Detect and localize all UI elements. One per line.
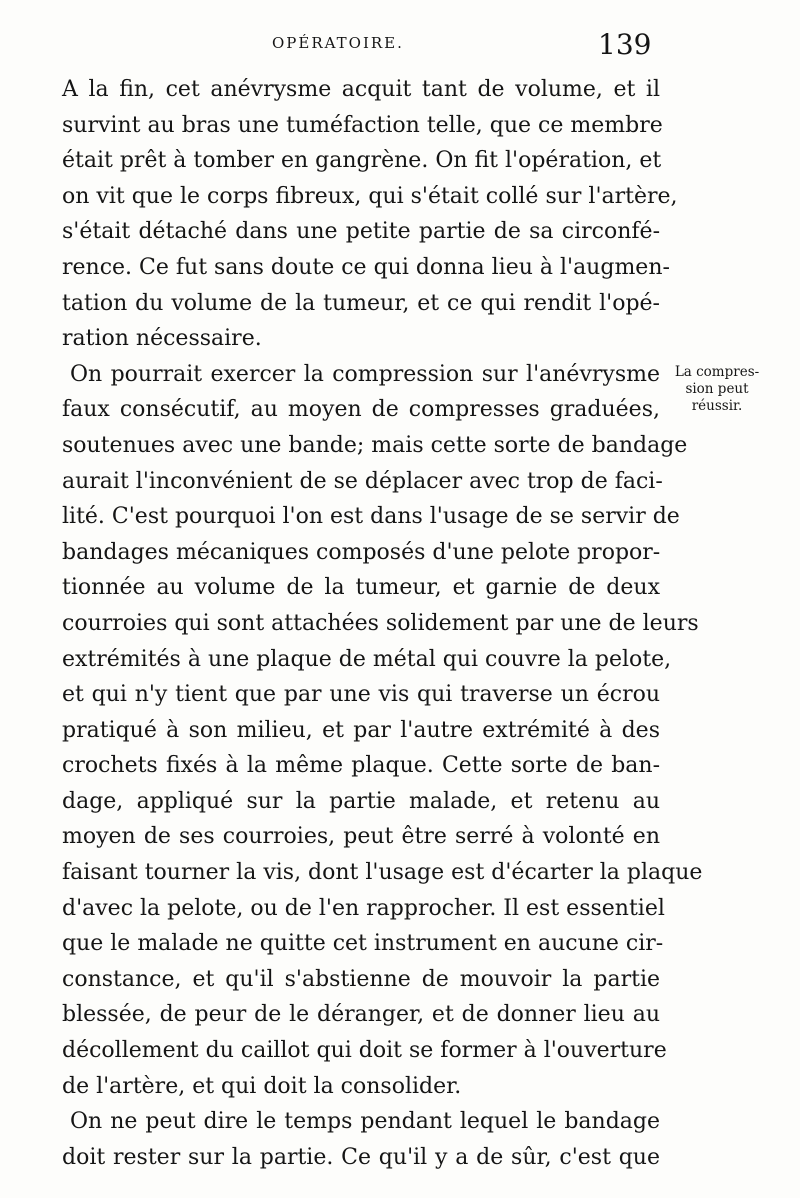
text-line: constance, et qu'il s'abstienne de mouvoir la partie [62,966,660,992]
text-line: blessée, de peur de le déranger, et de donner lieu au [62,1002,660,1028]
text-line: de l'artère, et qui doit la consolider. [62,1073,462,1099]
text-line: tation du volume de la tumeur, et ce qui rendit l'opé- [62,290,660,316]
text-line: d'avec la pelote, ou de l'en rapprocher. Il est essentiel [62,895,665,921]
text-line: et qui n'y tient que par une vis qui traverse un écrou [62,682,660,708]
margin-note-line: La compres- [674,364,760,380]
margin-note-line: réussir. [691,398,743,414]
text-line: dage, appliqué sur la partie malade, et retenu au [62,788,660,814]
text-line: pratiqué à son milieu, et par l'autre extrémité à des [62,717,660,743]
text-line: on vit que le corps fibreux, qui s'était collé sur l'artère, [62,183,678,209]
text-line: bandages mécaniques composés d'une pelote propor- [62,539,661,565]
text-line: rence. Ce fut sans doute ce qui donna lieu à l'augmen- [62,254,670,280]
margin-note [662,364,772,415]
text-line: lité. C'est pourquoi l'on est dans l'usage de se servir de [62,504,680,530]
page-number: 139 [598,28,652,61]
text-line: était prêt à tomber en gangrène. On fit l'opération, et [62,148,662,174]
text-line: décollement du caillot qui doit se former à l'ouverture [62,1038,667,1064]
text-line: extrémités à une plaque de métal qui couvre la pelote, [62,646,672,672]
text-line: crochets fixés à la même plaque. Cette sorte de ban- [62,753,660,779]
text-line: On ne peut dire le temps pendant lequel le bandage [70,1109,660,1135]
text-line: A la fin, cet anévrysme acquit tant de volume, et il [62,77,660,102]
text-line: survint au bras une tuméfaction telle, que ce membre [62,112,663,138]
text-line: soutenues avec une bande; mais cette sorte de bandage [62,432,688,458]
text-line: moyen de ses courroies, peut être serré à volonté en [62,824,660,850]
text-line: courroies qui sont attachées solidement par une de leurs [62,610,699,636]
text-line: faisant tourner la vis, dont l'usage est d'écarter la plaque [62,860,703,886]
text-line: faux consécutif, au moyen de compresses graduées, [62,397,660,423]
text-line: ration nécessaire. [62,326,262,352]
margin-note-line: sion peut [685,381,749,397]
text-line: que le malade ne quitte cet instrument en aucune cir- [62,931,664,957]
text-line: doit rester sur la partie. Ce qu'il y a de sûr, c'est que [62,1144,660,1170]
text-line: On pourrait exercer la compression sur l'anévrysme [70,361,660,387]
body-text [62,72,703,1175]
text-line: s'était détaché dans une petite partie de sa circonfé- [62,219,660,245]
running-title: OPÉRATOIRE. [272,34,404,52]
text-line: tionnée au volume de la tumeur, et garnie de deux [62,575,660,601]
text-line: aurait l'inconvénient de se déplacer avec trop de faci- [62,468,663,494]
